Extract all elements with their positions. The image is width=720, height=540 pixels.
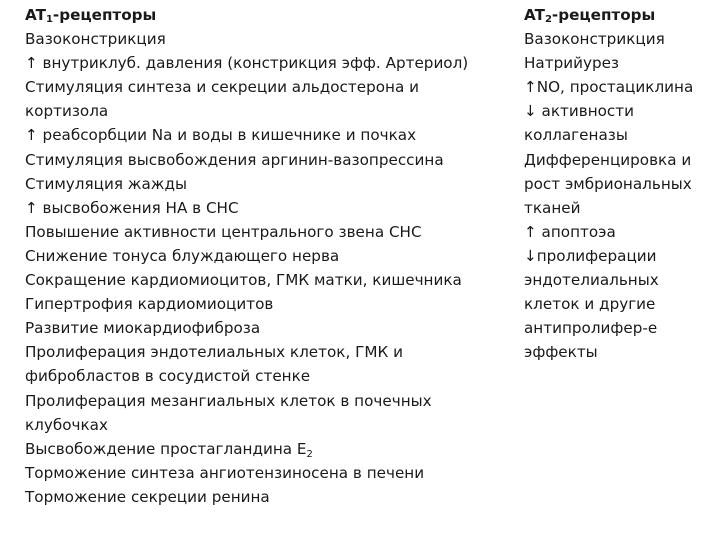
at1-effect-line: Пролиферация мезангиальных клеток в почечных: [25, 391, 432, 410]
at2-heading-subscript: 2: [544, 14, 552, 25]
at1-effect-line: ↑ реабсорбции Na и воды в кишечнике и почках: [25, 126, 417, 145]
at1-effect-line: кортизола: [25, 102, 109, 121]
at1-effect-line: Повышение активности центрального звена СНС: [25, 222, 422, 241]
at2-effect-line: тканей: [524, 198, 581, 217]
at1-effect-line: Сокращение кардиомиоцитов, ГМК матки, кишечника: [25, 271, 462, 290]
at2-effect-line: Вазоконстрикция: [524, 30, 665, 49]
at2-effect-line: ↑ апоптоэа: [524, 222, 616, 241]
prostaglandin-subscript: 2: [306, 448, 313, 460]
at2-effect-line: ↑NO, простациклина: [524, 78, 694, 97]
at2-heading-prefix: AT: [524, 6, 545, 24]
at2-effect-line: ↓пролиферации: [524, 246, 657, 265]
at2-effect-line: клеток и другие: [524, 295, 656, 314]
at2-effect-line: Дифференцировка и: [524, 150, 692, 169]
at1-effect-line: ↑ внутриклуб. давления (констрикция эфф. Артериол): [25, 54, 469, 73]
at1-receptors-column: [25, 3, 505, 509]
at2-heading: [524, 3, 716, 27]
at1-effect-line: ↑ высвобожения НА в СНС: [25, 198, 239, 217]
at2-effect-line: ↓ активности: [524, 102, 634, 121]
at2-effect-line: коллагеназы: [524, 126, 628, 145]
at1-effect-line: клубочках: [25, 415, 108, 434]
at1-effect-line: Стимуляция синтеза и секреции альдостерона и: [25, 78, 419, 97]
at2-receptors-column: [524, 3, 716, 364]
at1-effect-line: Снижение тонуса блуждающего нерва: [25, 246, 340, 265]
at1-heading-suffix: -рецепторы: [52, 6, 157, 24]
at1-heading-prefix: AT: [25, 6, 46, 24]
at2-heading-suffix: -рецепторы: [551, 6, 656, 24]
at2-effect-line: антипролифер-е: [524, 319, 658, 338]
at2-effect-line: эффекты: [524, 343, 598, 362]
at1-effect-line: Торможение секреции ренина: [25, 487, 270, 506]
at1-heading: [25, 3, 505, 27]
at2-effect-line: эндотелиальных: [524, 271, 659, 290]
at1-effect-line: Пролиферация эндотелиальных клеток, ГМК и: [25, 343, 403, 362]
at1-effect-line: Торможение синтеза ангиотензиносена в печени: [25, 463, 425, 482]
at1-effect-line: Гипертрофия кардиомиоцитов: [25, 295, 274, 314]
at1-effect-line: фибробластов в сосудистой стенке: [25, 367, 311, 386]
prostaglandin-text: Высвобождение простагландина Е: [25, 439, 307, 458]
at2-effect-line: рост эмбриональных: [524, 174, 692, 193]
at2-effect-line: Натрийурез: [524, 54, 620, 73]
at1-effect-line: Стимуляция жажды: [25, 174, 187, 193]
at1-heading-subscript: 1: [45, 14, 53, 25]
at1-effect-line: Вазоконстрикция: [25, 30, 166, 49]
at1-effect-line: Развитие миокардиофиброза: [25, 319, 261, 338]
at1-prostaglandin-line: [25, 437, 505, 461]
at1-effect-line: Стимуляция высвобождения аргинин-вазопрессина: [25, 150, 444, 169]
